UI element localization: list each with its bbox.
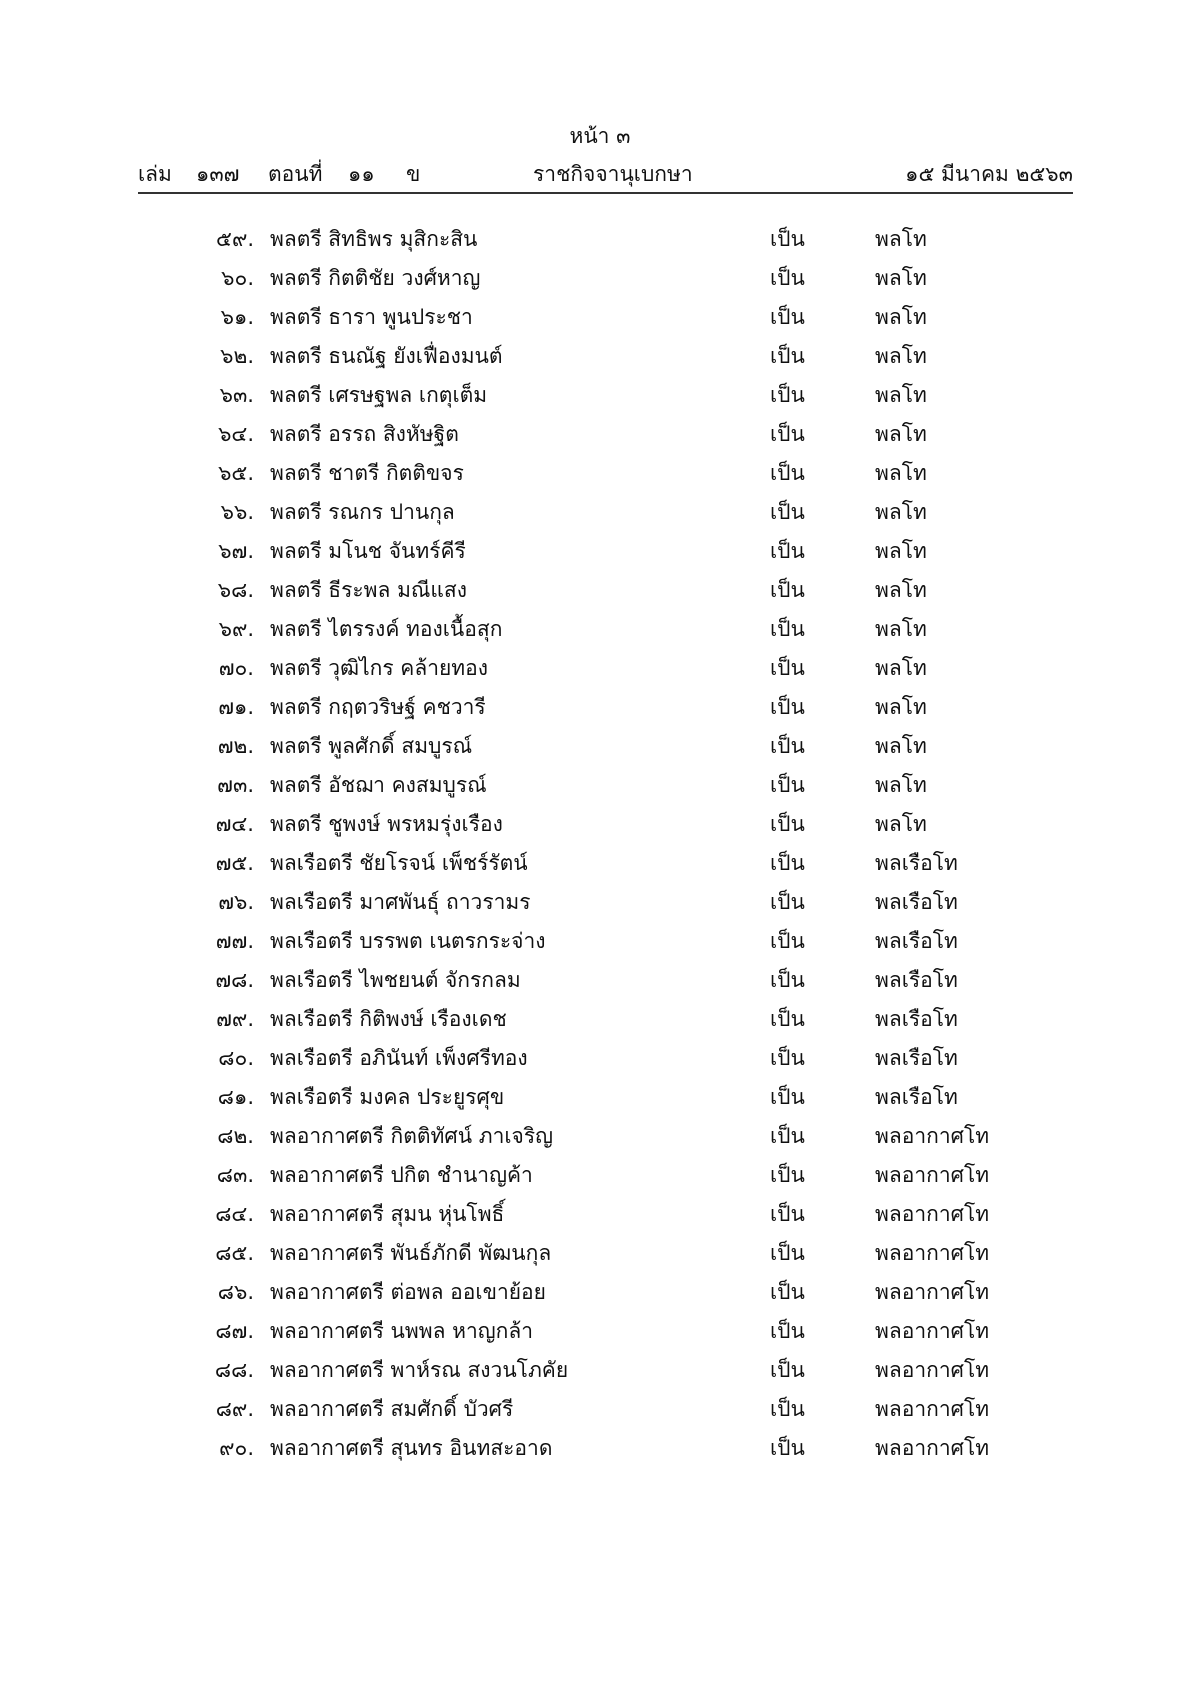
item-number: ๘๓. (216, 1163, 254, 1187)
appointment-verb: เป็น (770, 1007, 805, 1031)
list-item (0, 493, 1200, 532)
officer-name: พลตรี รณกร ปานกุล (270, 500, 455, 524)
new-rank: พลโท (875, 305, 927, 329)
officer-name: พลอากาศตรี สมศักดิ์ บัวศรี (270, 1397, 514, 1421)
appointment-verb: เป็น (770, 1046, 805, 1070)
officer-name: พลตรี ชูพงษ์ พรหมรุ่งเรือง (270, 812, 503, 836)
list-item (0, 961, 1200, 1000)
appointment-verb: เป็น (770, 812, 805, 836)
new-rank: พลเรือโท (875, 1085, 958, 1109)
new-rank: พลโท (875, 227, 927, 251)
new-rank: พลเรือโท (875, 890, 958, 914)
item-number: ๙๐. (219, 1436, 254, 1460)
list-item (0, 883, 1200, 922)
officer-name: พลตรี ไตรรงค์ ทองเนื้อสุก (270, 617, 503, 641)
appointment-verb: เป็น (770, 1241, 805, 1265)
list-item (0, 766, 1200, 805)
item-number: ๗๗. (215, 929, 254, 953)
appointment-verb: เป็น (770, 422, 805, 446)
appointment-verb: เป็น (770, 773, 805, 797)
list-item (0, 1195, 1200, 1234)
item-number: ๖๐. (221, 266, 254, 290)
list-item (0, 259, 1200, 298)
officer-name: พลอากาศตรี ปกิต ชำนาญค้า (270, 1163, 533, 1187)
new-rank: พลโท (875, 344, 927, 368)
officer-name: พลเรือตรี อภินันท์ เพ็งศรีทอง (270, 1046, 528, 1070)
list-item (0, 688, 1200, 727)
list-item (0, 1351, 1200, 1390)
officer-name: พลตรี ธีระพล มณีแสง (270, 578, 467, 602)
new-rank: พลโท (875, 422, 927, 446)
list-item (0, 610, 1200, 649)
appointment-verb: เป็น (770, 695, 805, 719)
new-rank: พลโท (875, 695, 927, 719)
officer-name: พลตรี พูลศักดิ์ สมบูรณ์ (270, 734, 473, 758)
new-rank: พลอากาศโท (875, 1397, 990, 1421)
list-item (0, 454, 1200, 493)
appointment-verb: เป็น (770, 266, 805, 290)
new-rank: พลโท (875, 617, 927, 641)
officer-name: พลอากาศตรี พันธ์ภักดี พัฒนกุล (270, 1241, 552, 1265)
officer-name: พลตรี ชาตรี กิตติขจร (270, 461, 464, 485)
list-item (0, 727, 1200, 766)
officer-name: พลเรือตรี กิติพงษ์ เรืองเดช (270, 1007, 507, 1031)
new-rank: พลอากาศโท (875, 1202, 990, 1226)
appointment-verb: เป็น (770, 1163, 805, 1187)
new-rank: พลอากาศโท (875, 1358, 990, 1382)
item-number: ๘๑. (217, 1085, 254, 1109)
appointment-verb: เป็น (770, 890, 805, 914)
item-number: ๘๕. (215, 1241, 254, 1265)
item-number: ๖๗. (218, 539, 254, 563)
officer-name: พลตรี กิตติชัย วงศ์หาญ (270, 266, 481, 290)
list-item (0, 1390, 1200, 1429)
list-item (0, 844, 1200, 883)
officer-name: พลตรี ธนณัฐ ยังเฟื่องมนต์ (270, 344, 503, 368)
new-rank: พลโท (875, 461, 927, 485)
officer-name: พลตรี กฤตวริษฐ์ คชวารี (270, 695, 486, 719)
new-rank: พลอากาศโท (875, 1436, 990, 1460)
officer-name: พลอากาศตรี สุมน หุ่นโพธิ์ (270, 1202, 505, 1226)
new-rank: พลโท (875, 812, 927, 836)
header-divider (138, 192, 1073, 194)
list-item (0, 1000, 1200, 1039)
item-number: ๗๓. (217, 773, 254, 797)
new-rank: พลอากาศโท (875, 1280, 990, 1304)
part-label: ตอนที่ (268, 162, 323, 186)
item-number: ๘๐. (218, 1046, 254, 1070)
list-item (0, 220, 1200, 259)
appointment-verb: เป็น (770, 344, 805, 368)
publication-date: ๑๕ มีนาคม ๒๕๖๓ (905, 162, 1073, 186)
item-number: ๘๘. (214, 1358, 254, 1382)
appointment-verb: เป็น (770, 500, 805, 524)
new-rank: พลโท (875, 656, 927, 680)
officer-name: พลตรี สิทธิพร มุสิกะสิน (270, 227, 478, 251)
item-number: ๖๔. (218, 422, 254, 446)
appointment-verb: เป็น (770, 1358, 805, 1382)
item-number: ๖๑. (220, 305, 254, 329)
item-number: ๗๘. (215, 968, 254, 992)
gazette-header (138, 158, 1073, 190)
list-item (0, 376, 1200, 415)
list-item (0, 298, 1200, 337)
appointment-verb: เป็น (770, 617, 805, 641)
officer-name: พลอากาศตรี พาห์รณ สงวนโภคัย (270, 1358, 569, 1382)
list-item (0, 337, 1200, 376)
new-rank: พลโท (875, 578, 927, 602)
appointment-verb: เป็น (770, 227, 805, 251)
appointment-verb: เป็น (770, 1085, 805, 1109)
new-rank: พลโท (875, 383, 927, 407)
item-number: ๗๐. (218, 656, 254, 680)
new-rank: พลเรือโท (875, 1046, 958, 1070)
item-number: ๘๙. (215, 1397, 254, 1421)
list-item (0, 1234, 1200, 1273)
appointment-verb: เป็น (770, 1124, 805, 1148)
officer-name: พลอากาศตรี สุนทร อินทสะอาด (270, 1436, 553, 1460)
item-number: ๗๕. (215, 851, 254, 875)
new-rank: พลโท (875, 773, 927, 797)
publication-title: ราชกิจจานุเบกษา (533, 162, 693, 186)
item-number: ๗๖. (218, 890, 254, 914)
list-item (0, 649, 1200, 688)
officer-name: พลตรี อัชฌา คงสมบูรณ์ (270, 773, 487, 797)
part-suffix: ข (406, 162, 421, 186)
new-rank: พลเรือโท (875, 851, 958, 875)
officer-name: พลเรือตรี มาศพันธุ์ ถาวรามร (270, 890, 531, 914)
list-item (0, 1117, 1200, 1156)
new-rank: พลโท (875, 500, 927, 524)
item-number: ๖๘. (217, 578, 254, 602)
new-rank: พลอากาศโท (875, 1124, 990, 1148)
item-number: ๖๒. (220, 344, 254, 368)
appointment-verb: เป็น (770, 929, 805, 953)
item-number: ๖๙. (218, 617, 254, 641)
list-item (0, 1078, 1200, 1117)
officer-name: พลเรือตรี บรรพต เนตรกระจ่าง (270, 929, 546, 953)
list-item (0, 415, 1200, 454)
officer-name: พลตรี ธารา พูนประชา (270, 305, 473, 329)
list-item (0, 532, 1200, 571)
new-rank: พลโท (875, 266, 927, 290)
list-item (0, 1273, 1200, 1312)
officer-name: พลอากาศตรี ต่อพล ออเขาย้อย (270, 1280, 546, 1304)
item-number: ๘๖. (217, 1280, 254, 1304)
new-rank: พลโท (875, 539, 927, 563)
item-number: ๖๓. (219, 383, 254, 407)
appointment-verb: เป็น (770, 968, 805, 992)
part-number: ๑๑ (348, 162, 375, 186)
new-rank: พลอากาศโท (875, 1241, 990, 1265)
appointment-verb: เป็น (770, 539, 805, 563)
officer-name: พลตรี เศรษฐพล เกตุเต็ม (270, 383, 488, 407)
new-rank: พลอากาศโท (875, 1163, 990, 1187)
item-number: ๘๒. (217, 1124, 254, 1148)
list-item (0, 571, 1200, 610)
appointment-verb: เป็น (770, 1319, 805, 1343)
officer-name: พลตรี วุฒิไกร คล้ายทอง (270, 656, 489, 680)
appointment-verb: เป็น (770, 578, 805, 602)
list-item (0, 1312, 1200, 1351)
item-number: ๗๒. (217, 734, 254, 758)
officer-name: พลเรือตรี ชัยโรจน์ เพ็ชร์รัตน์ (270, 851, 528, 875)
new-rank: พลอากาศโท (875, 1319, 990, 1343)
list-item (0, 922, 1200, 961)
appointment-verb: เป็น (770, 1202, 805, 1226)
item-number: ๕๙. (216, 227, 254, 251)
officer-name: พลอากาศตรี กิตติทัศน์ ภาเจริญ (270, 1124, 554, 1148)
item-number: ๖๕. (218, 461, 254, 485)
new-rank: พลเรือโท (875, 929, 958, 953)
appointment-verb: เป็น (770, 656, 805, 680)
volume-number: ๑๓๗ (196, 162, 240, 186)
officer-name: พลตรี มโนช จันทร์คีรี (270, 539, 466, 563)
appointment-verb: เป็น (770, 734, 805, 758)
appointment-verb: เป็น (770, 851, 805, 875)
officer-name: พลอากาศตรี นพพล หาญกล้า (270, 1319, 534, 1343)
appointment-verb: เป็น (770, 383, 805, 407)
volume-label: เล่ม (138, 162, 172, 186)
list-item (0, 1429, 1200, 1468)
item-number: ๗๑. (218, 695, 254, 719)
list-item (0, 805, 1200, 844)
item-number: ๘๗. (215, 1319, 254, 1343)
item-number: ๗๙. (216, 1007, 254, 1031)
appointment-verb: เป็น (770, 305, 805, 329)
appointment-verb: เป็น (770, 1397, 805, 1421)
new-rank: พลโท (875, 734, 927, 758)
item-number: ๖๖. (220, 500, 254, 524)
officer-name: พลเรือตรี ไพชยนต์ จักรกลม (270, 968, 521, 992)
officer-name: พลเรือตรี มงคล ประยูรศุข (270, 1085, 505, 1109)
new-rank: พลเรือโท (875, 1007, 958, 1031)
list-item (0, 1039, 1200, 1078)
list-item (0, 1156, 1200, 1195)
item-number: ๗๔. (215, 812, 254, 836)
new-rank: พลเรือโท (875, 968, 958, 992)
appointment-verb: เป็น (770, 1280, 805, 1304)
appointment-verb: เป็น (770, 1436, 805, 1460)
appointment-list (0, 220, 1200, 1468)
item-number: ๘๔. (215, 1202, 254, 1226)
appointment-verb: เป็น (770, 461, 805, 485)
page-number: หน้า ๓ (569, 124, 631, 148)
officer-name: พลตรี อรรถ สิงหัษฐิต (270, 422, 459, 446)
